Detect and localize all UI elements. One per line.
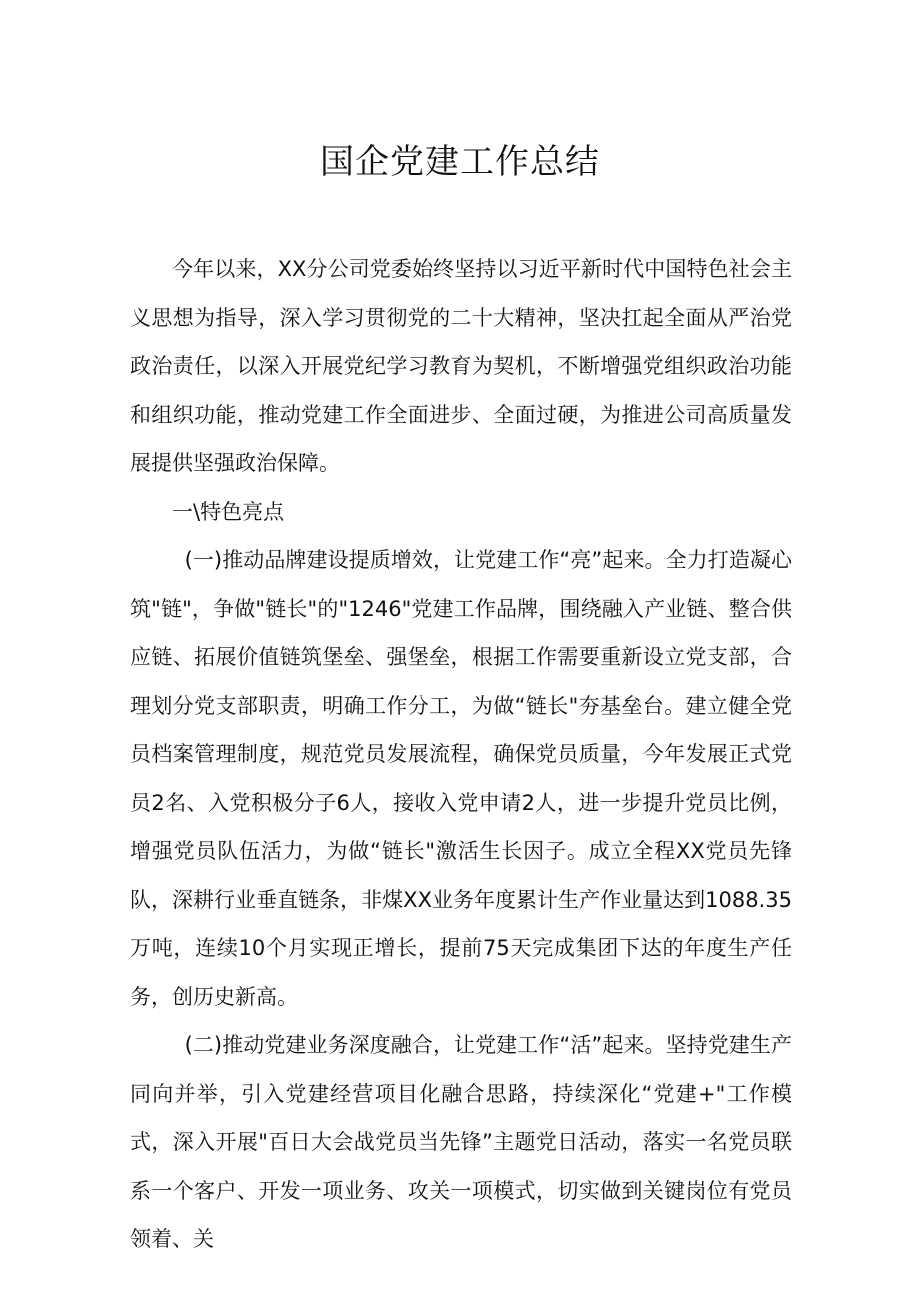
document-title: 国企党建工作总结 [320,142,600,182]
section-heading: 一\特色亮点 [172,499,285,524]
document-body [130,245,792,1264]
subsection-paragraph-2: (二)推动党建业务深度融合，让党建工作“活”起来。坚持党建生产同向并举，引入党建经营项目化融合思路，持续深化“党建+"工作模式，深入开展"百日大会战党员当先锋”主题党日活动，落实一名党员联系一个客户、开发一项业务、攻关一项模式，切实做到关键岗位有党员领着、关 [130,1033,792,1251]
subsection-paragraph-1: (一)推动品牌建设提质增效，让党建工作“亮”起来。全力打造凝心筑"链"，争做"链长"的"1246"党建工作品牌，围绕融入产业链、整合供应链、拓展价值链筑堡垒、强堡垒，根据工作需要重新设立党支部，合理划分党支部职责，明确工作分工，为做“链长"夯基垒台。建立健全党员档案管理制度，规范党员发展流程，确保党员质量，今年发展正式党员2名、入党积极分子6人，接收入党申请2人，进一步提升党员比例，增强党员队伍活力，为做“链长"激活生长因子。成立全程XX党员先锋队，深耕行业垂直链条，非煤XX业务年度累计生产作业量达到1088.35万吨，连续10个月实现正增长，提前75天完成集团下达的年度生产任务，创历史新高。 [130,548,792,1009]
intro-paragraph: 今年以来，XX分公司党委始终坚持以习近平新时代中国特色社会主义思想为指导，深入学习贯彻党的二十大精神，坚决扛起全面从严治党政治责任，以深入开展党纪学习教育为契机，不断增强党组织政治功能和组织功能，推动党建工作全面进步、全面过硬，为推进公司高质量发展提供坚强政治保障。 [130,257,792,475]
